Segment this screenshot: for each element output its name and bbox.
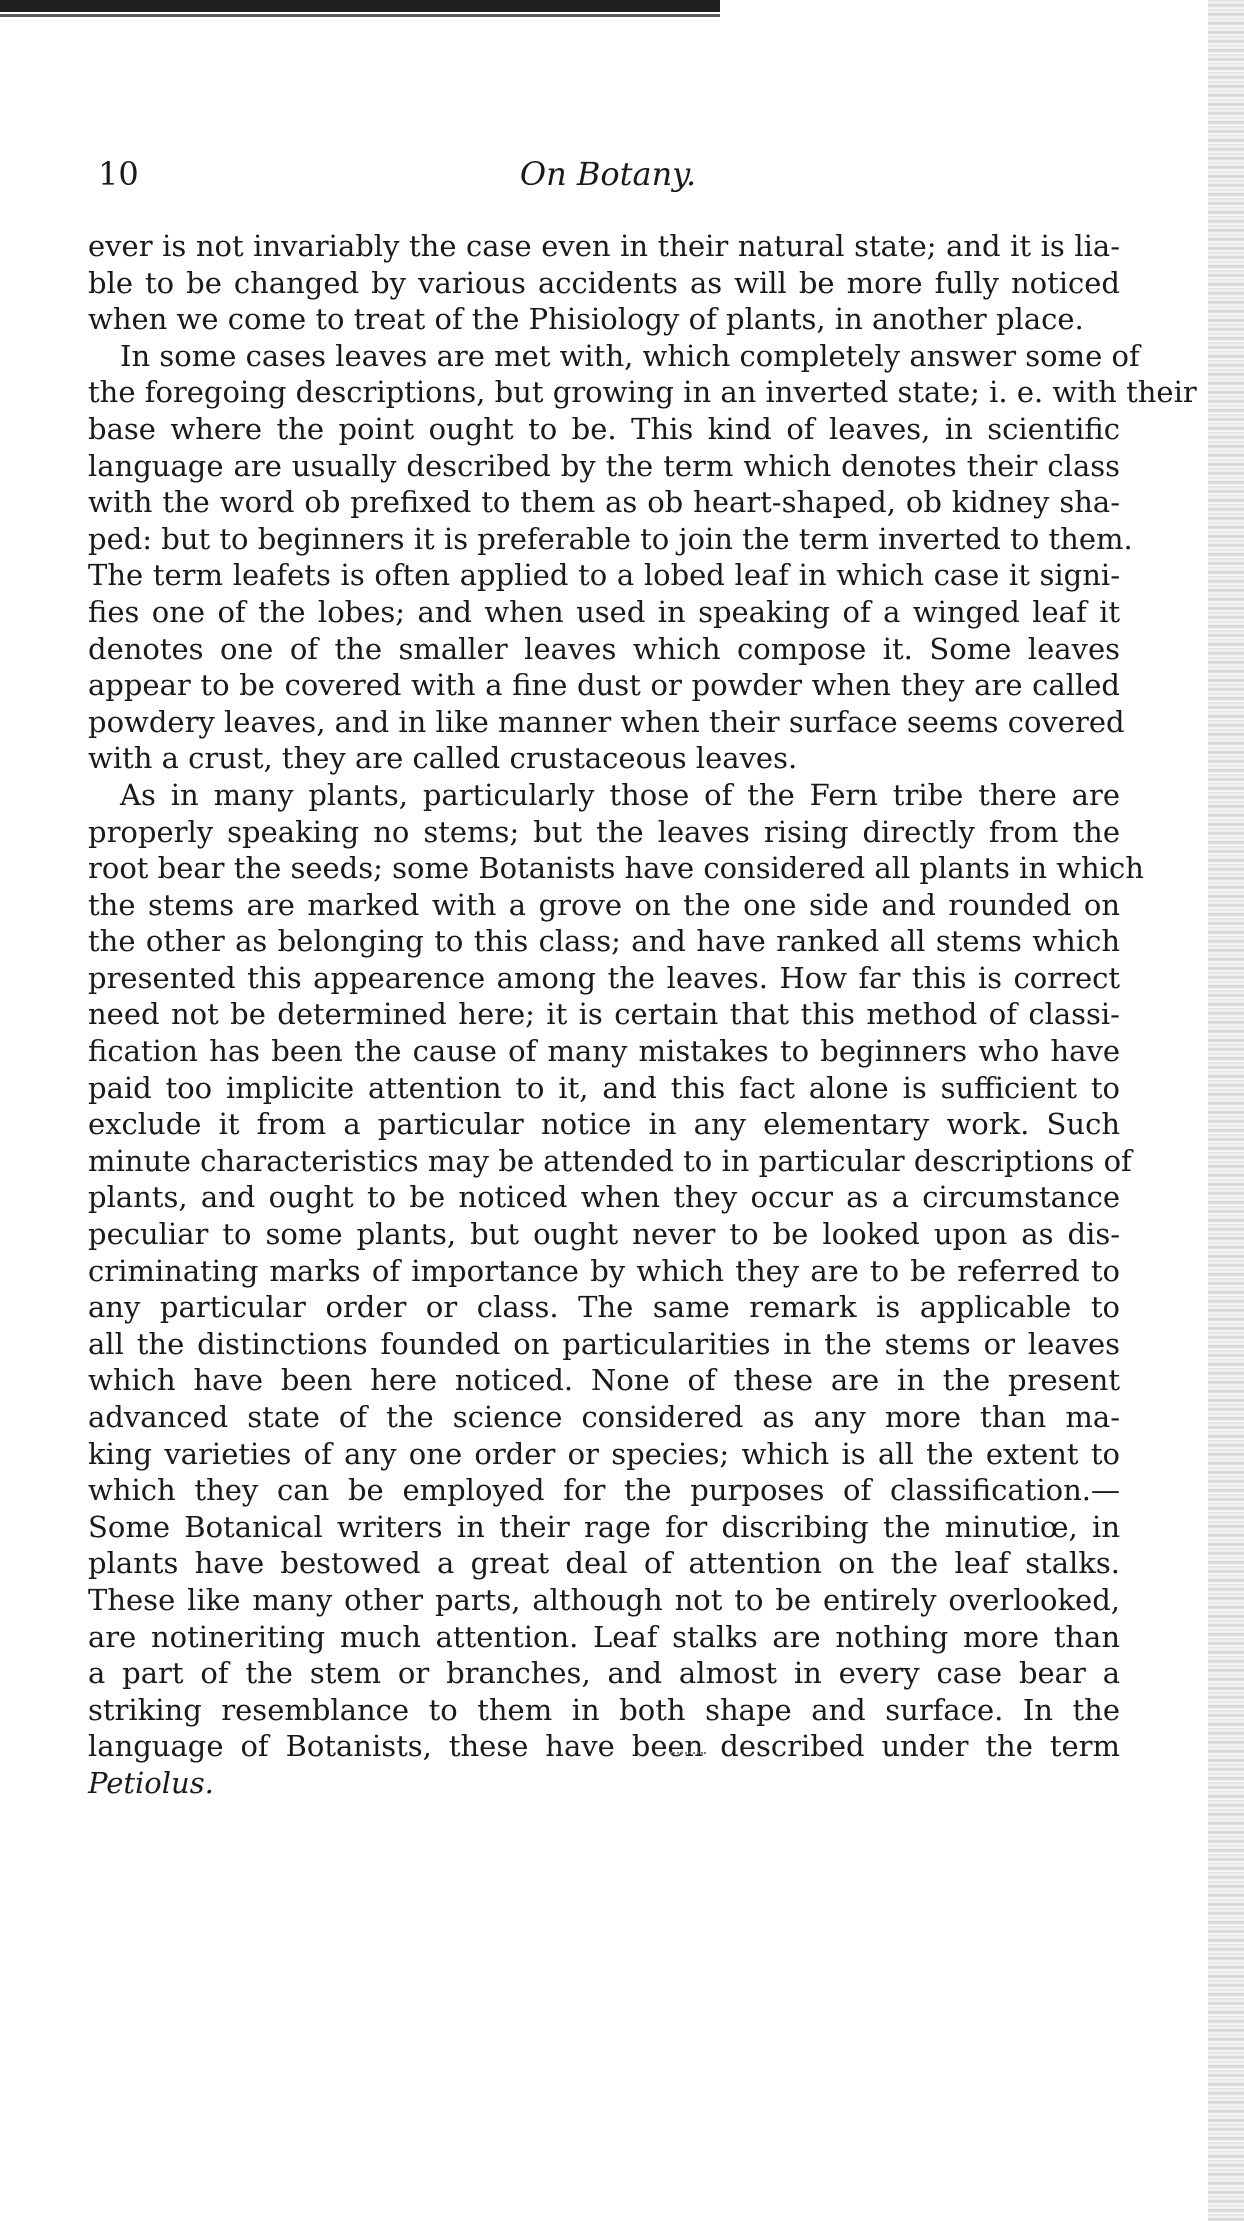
text-line: striking resemblance to them in both shape and surface. In the: [88, 1692, 1120, 1727]
text-line: advanced state of the science considered as any more than ma-: [88, 1400, 1120, 1434]
text-line: criminating marks of importance by which they are to be referred to: [88, 1253, 1120, 1288]
page-header: [98, 150, 1118, 198]
text-line: plants, and ought to be noticed when they occur as a circumstance: [88, 1180, 1120, 1215]
text-line: properly speaking no stems; but the leaves rising directly from the: [88, 814, 1120, 849]
text-line: which they can be employed for the purposes of classification.—: [88, 1473, 1120, 1508]
text-line: denotes one of the smaller leaves which compose it. Some leaves: [88, 631, 1120, 666]
text-line: the stems are marked with a grove on the one side and rounded on: [88, 887, 1120, 922]
text-line: The term leafets is often applied to a lobed leaf in which case it signi-: [88, 558, 1120, 593]
text-line: ever is not invariably the case even in their natural state; and it is lia-: [88, 229, 1120, 263]
text-line: with a crust, they are called crustaceous leaves.: [88, 741, 798, 776]
page-number: 10: [98, 155, 139, 193]
text-line: peculiar to some plants, but ought never to be looked upon as dis-: [88, 1217, 1120, 1252]
text-line: with the word ob prefixed to them as ob heart-shaped, ob kidney sha-: [88, 485, 1120, 520]
text-line: a part of the stem or branches, and almost in every case bear a: [88, 1656, 1120, 1691]
text-line: plants have bestowed a great deal of attention on the leaf stalks.: [88, 1546, 1120, 1581]
text-line: fication has been the cause of many mistakes to beginners who have: [88, 1034, 1120, 1069]
text-line: which have been here noticed. None of these are in the present: [88, 1363, 1120, 1398]
text-line: the other as belonging to this class; and have ranked all stems which: [88, 924, 1120, 959]
text-line: Some Botanical writers in their rage for discribing the minutiœ, in: [88, 1509, 1120, 1544]
top-border-rule-thin: [0, 14, 720, 17]
text-line: are notineriting much attention. Leaf stalks are nothing more than: [88, 1619, 1120, 1654]
text-line: root bear the seeds; some Botanists have considered all plants in which: [88, 851, 1144, 886]
text-line: presented this appearence among the leaves. How far this is correct: [88, 960, 1120, 995]
text-line: when we come to treat of the Phisiology of plants, in another place.: [88, 302, 1084, 337]
text-line: language are usually described by the term which denotes their class: [88, 448, 1120, 483]
text-line: paid too implicite attention to it, and this fact alone is sufficient to: [88, 1070, 1120, 1105]
text-line: need not be determined here; it is certain that this method of classi-: [88, 997, 1120, 1032]
text-line: ble to be changed by various accidents as will be more fully noticed: [88, 265, 1120, 300]
page-edge-shadow: [1208, 0, 1244, 2221]
text-line: any particular order or class. The same remark is applicable to: [88, 1290, 1120, 1325]
text-line: king varieties of any one order or species; which is all the extent to: [88, 1436, 1120, 1471]
running-title: On Botany.: [519, 155, 697, 193]
text-line: As in many plants, particularly those of the Fern tribe there are: [120, 777, 1120, 812]
body-text: [88, 228, 1197, 1802]
text-line: ped: but to beginners it is preferable to join the term inverted to them.: [88, 521, 1133, 556]
text-line: In some cases leaves are met with, which completely answer some of: [120, 338, 1140, 373]
text-line: all the distinctions founded on particularities in the stems or leaves: [88, 1326, 1120, 1361]
text-line: language of Botanists, these have been described under the term: [88, 1729, 1120, 1764]
page-ornament: [670, 1752, 706, 1762]
text-line: base where the point ought to be. This kind of leaves, in scientific: [88, 411, 1120, 446]
top-border-rule: [0, 0, 720, 12]
text-line: fies one of the lobes; and when used in speaking of a winged leaf it: [88, 594, 1120, 629]
text-line: powdery leaves, and in like manner when their surface seems covered: [88, 704, 1125, 739]
text-line: exclude it from a particular notice in any elementary work. Such: [88, 1107, 1120, 1142]
text-line: the foregoing descriptions, but growing in an inverted state; i. e. with their: [88, 375, 1197, 410]
text-line: Petiolus.: [88, 1765, 214, 1800]
text-line: minute characteristics may be attended to in particular descriptions of: [88, 1143, 1132, 1178]
text-line: These like many other parts, although not to be entirely overlooked,: [88, 1582, 1120, 1617]
text-line: appear to be covered with a fine dust or powder when they are called: [88, 668, 1120, 703]
